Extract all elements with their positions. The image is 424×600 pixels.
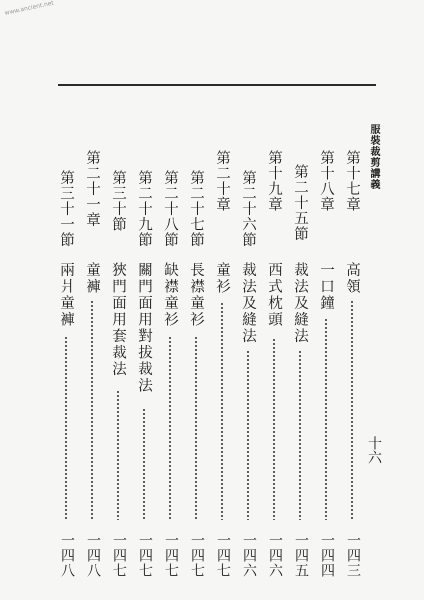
toc-title: 長襟童衫 (188, 262, 204, 328)
toc-chapter: 第三十節 (110, 170, 126, 232)
leader-dots (299, 350, 301, 520)
leader-dots (247, 350, 249, 520)
toc-title: 關門面用對拔裁法 (136, 262, 152, 394)
toc-chapter: 第二十六節 (240, 170, 256, 248)
leader-dots (221, 302, 223, 520)
leader-dots (117, 390, 119, 520)
toc-page: 一四七 (111, 533, 127, 578)
toc-entry (289, 150, 311, 578)
toc-chapter: 第十八章 (318, 150, 334, 212)
toc-entry (107, 150, 129, 578)
toc-entry (237, 150, 259, 578)
toc-entry (185, 150, 207, 578)
toc-chapter: 第十九章 (266, 150, 282, 212)
toc-page: 一四五 (293, 533, 309, 578)
running-header: 服裝裁剪講義 (368, 124, 379, 190)
leader-dots (195, 336, 197, 520)
toc-chapter: 第三十一節 (58, 170, 74, 248)
toc-chapter: 第二十一章 (84, 150, 100, 228)
toc-page: 一四四 (319, 533, 335, 578)
leader-dots (273, 338, 275, 520)
toc-entry (341, 150, 363, 578)
toc-title: 裁法及縫法 (292, 262, 308, 345)
toc-page: 一四六 (241, 533, 257, 578)
toc-entry (81, 150, 103, 578)
leader-dots (65, 336, 67, 520)
top-rule (58, 84, 376, 86)
toc-title: 高領 (344, 262, 360, 295)
toc-page: 一四八 (59, 533, 75, 578)
toc-page: 一四六 (267, 533, 283, 578)
toc-entry (263, 150, 285, 578)
toc-title: 西式枕頭 (266, 262, 282, 328)
toc-page: 一四三 (345, 533, 361, 578)
leader-dots (143, 408, 145, 520)
toc-title: 一口鐘 (318, 262, 334, 312)
toc-chapter: 第二十九節 (136, 170, 152, 248)
toc-page: 一四七 (163, 533, 179, 578)
toc-entry (159, 150, 181, 578)
toc-title: 缺襟童衫 (162, 262, 178, 328)
toc-chapter: 第十七章 (344, 150, 360, 212)
page-number: 十六 (366, 436, 382, 464)
toc-page: 一四七 (137, 533, 153, 578)
toc-entry (315, 150, 337, 578)
toc-chapter: 第二十八節 (162, 170, 178, 248)
toc-entry (133, 150, 155, 578)
toc-page: 一四七 (215, 533, 231, 578)
toc-title: 裁法及縫法 (240, 262, 256, 345)
toc-title: 狹門面用套裁法 (110, 262, 126, 378)
leader-dots (351, 300, 353, 520)
toc-title: 童褲 (84, 262, 100, 295)
toc-entry (55, 150, 77, 578)
toc-chapter: 第二十章 (214, 150, 230, 212)
toc-chapter: 第二十五節 (292, 164, 308, 242)
leader-dots (91, 300, 93, 520)
toc-entry (211, 150, 233, 578)
toc-page: 一四七 (189, 533, 205, 578)
leader-dots (169, 336, 171, 520)
leader-dots (325, 318, 327, 520)
toc-title: 兩爿童褲 (58, 262, 74, 328)
watermark: www.ancient.net (4, 0, 55, 17)
toc-title: 童衫 (214, 262, 230, 295)
toc-chapter: 第二十七節 (188, 170, 204, 248)
toc-page: 一四八 (85, 533, 101, 578)
